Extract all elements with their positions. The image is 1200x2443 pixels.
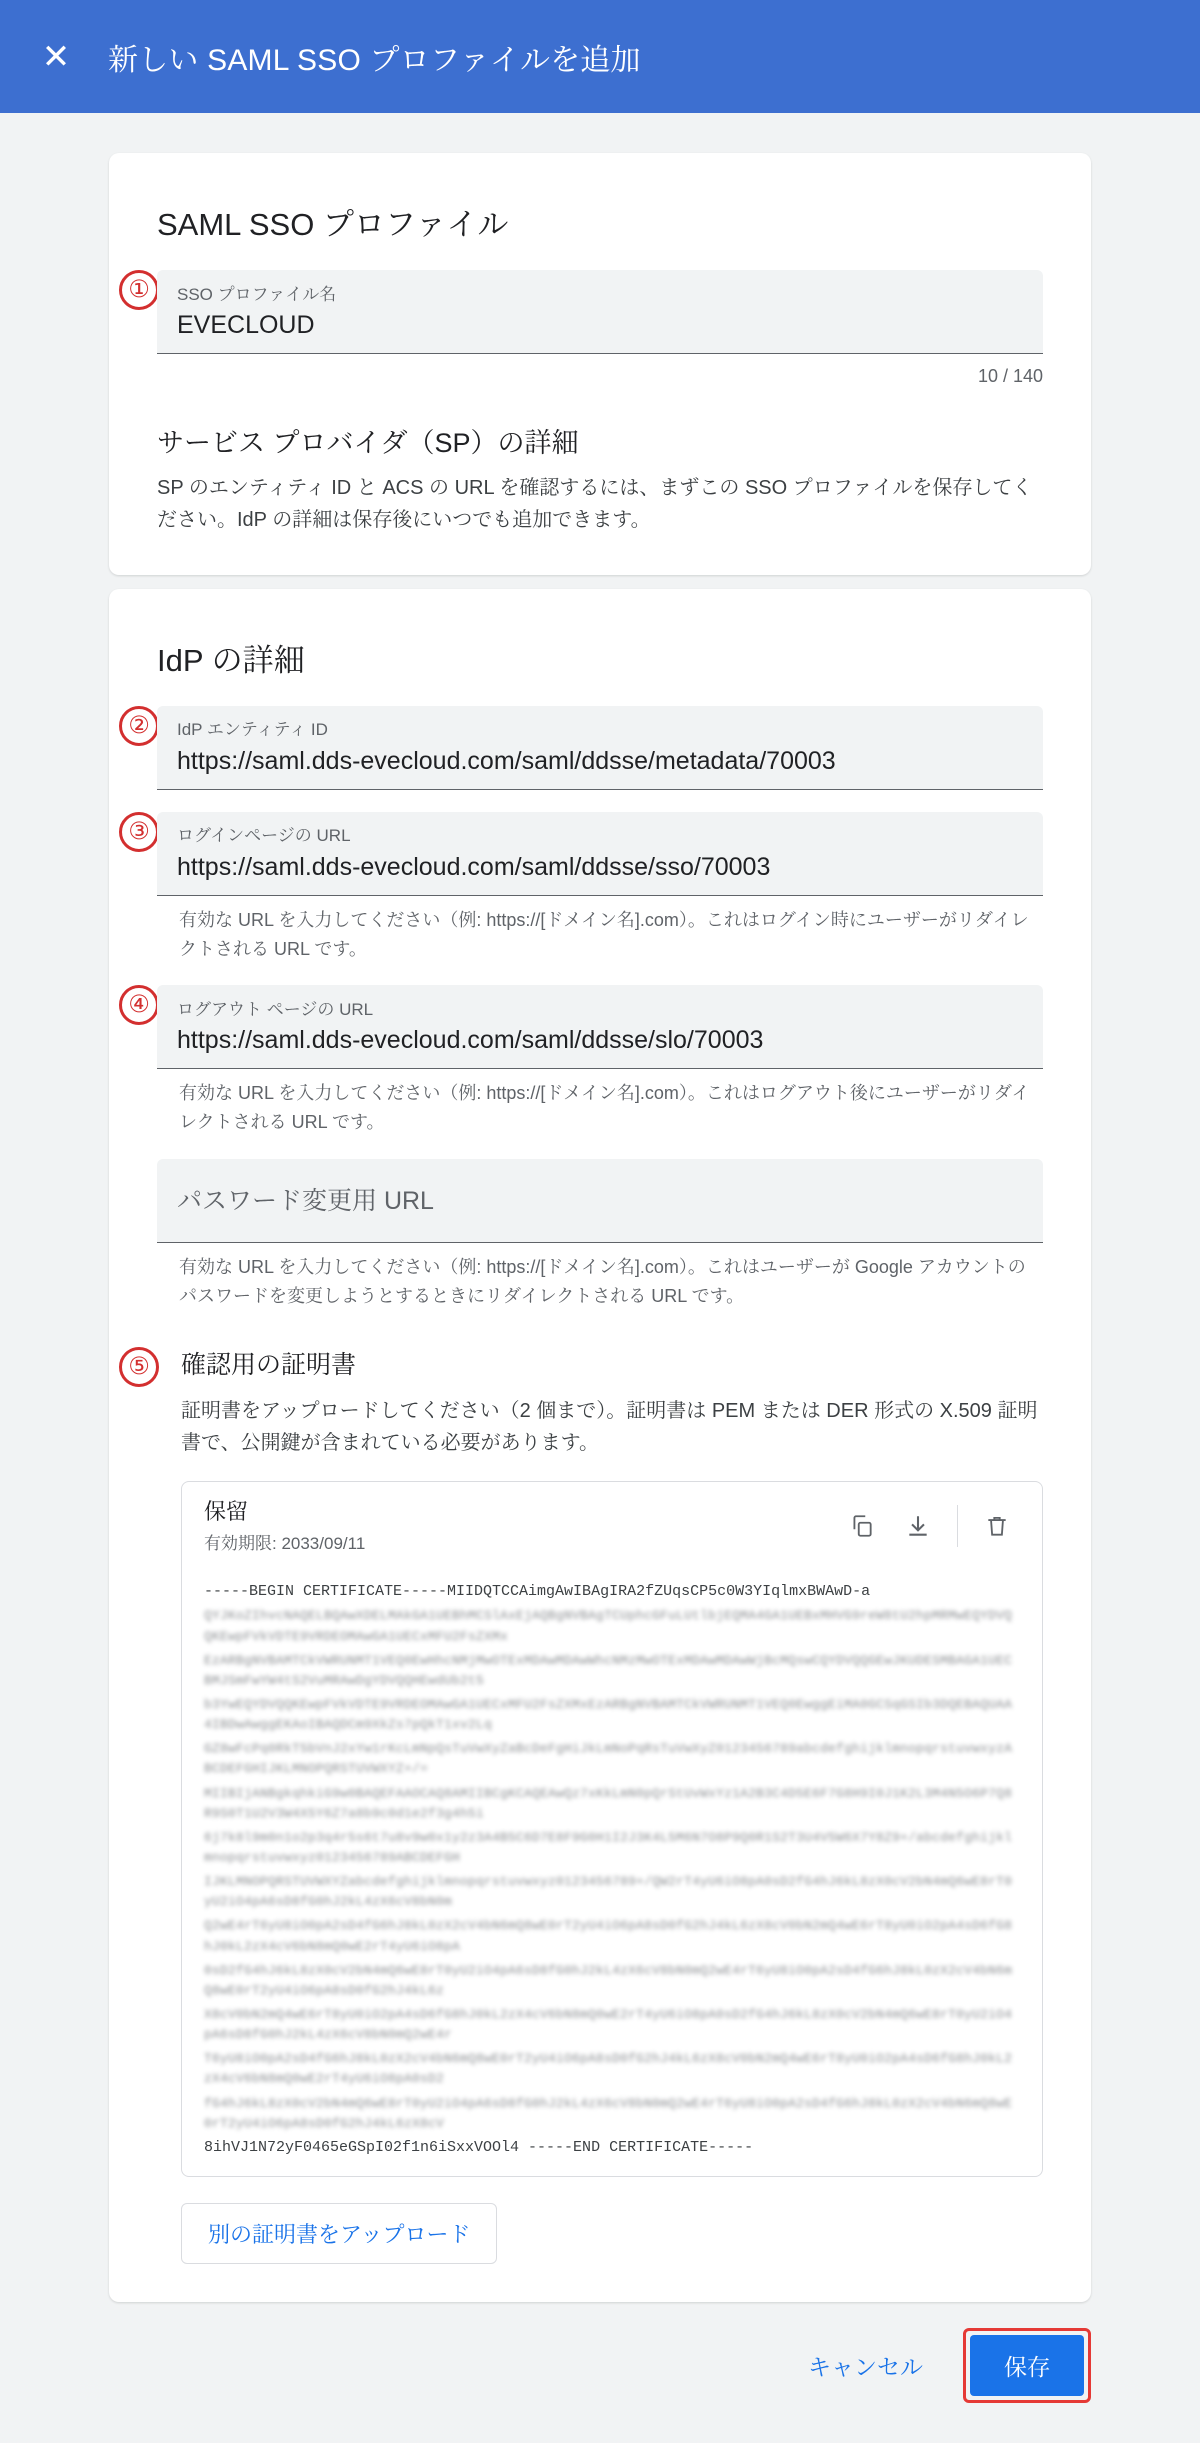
cancel-button[interactable]: キャンセル bbox=[784, 2335, 947, 2396]
certificate-description: 証明書をアップロードしてください（2 個まで）。証明書は PEM または DER 形式の X.509 証明書で、公開鍵が含まれている必要があります。 bbox=[181, 1399, 1038, 1454]
logout-url-input[interactable] bbox=[157, 985, 1043, 1069]
step-badge-5: ⑤ bbox=[119, 1347, 159, 1387]
download-icon[interactable] bbox=[895, 1503, 941, 1549]
step-badge-3: ③ bbox=[119, 812, 159, 852]
saml-profile-card bbox=[109, 153, 1091, 575]
idp-entity-id-label: IdP エンティティ ID bbox=[177, 720, 328, 740]
sp-details-text: SP のエンティティ ID と ACS の URL を確認するには、まずこの SSO プロファイルを保存してください。IdP の詳細は保存後にいつでも追加できます。 bbox=[157, 477, 1033, 532]
login-url-wrap bbox=[128, 812, 1043, 964]
password-url-input[interactable] bbox=[157, 1159, 1043, 1243]
certificate-body-masked-5: 6j7k8l9m0n1o2p3q4r5s6t7u8v9w0x1y2z3A4B5C6D7E8F9G0H1I2J3K4L5M6N7O8P9Q0R1S2T3U4V5W6X7Y8Z9+/abcdefghijklmnopqrstuvwxyz0123456789ABCDEFGH bbox=[204, 1829, 1013, 1865]
certificate-expiry: 有効期限: 2033/09/11 bbox=[204, 1534, 366, 1554]
certificate-body-masked-10: T6yU8iO0pA2sD4fG6hJ8kL0zX2cV4bN6mQ8wE0rT2yU4iO6pA8sD0fG2hJ4kL6zX8cV0bN2mQ4wE6rT8yU0iO2pA4sD6fG8hJ0kL2zX4cV6bN8mQ0wE2rT4yU6iO8pA0sD2 bbox=[204, 2051, 1013, 2087]
idp-details-heading: IdP の詳細 bbox=[157, 642, 305, 678]
trash-icon[interactable] bbox=[974, 1503, 1020, 1549]
login-url-input[interactable] bbox=[157, 812, 1043, 896]
password-url-placeholder: パスワード変更用 URL bbox=[177, 1187, 434, 1216]
certificate-item bbox=[181, 1481, 1043, 2177]
certificate-body-masked-7: Q2wE4rT6yU8iO0pA2sD4fG6hJ8kL0zX2cV4bN6mQ8wE0rT2yU4iO6pA8sD0fG2hJ4kL6zX8cV0bN2mQ4wE6rT8yU0iO2pA4sD6fG8hJ0kL2zX4cV6bN8mQ0wE2rT4yU6iO8pA bbox=[204, 1918, 1013, 1954]
login-url-helper: 有効な URL を入力してください（例: https://[ドメイン名].com）。これはログイン時にユーザーがリダイレクトされる URL です。 bbox=[179, 909, 1029, 959]
idp-entity-id-wrap bbox=[128, 706, 1043, 790]
certificate-item-header bbox=[182, 1482, 1042, 1569]
sso-profile-name-wrap bbox=[128, 270, 1043, 387]
sp-details-heading: サービス プロバイダ（SP）の詳細 bbox=[157, 428, 579, 458]
dialog-header bbox=[0, 0, 1200, 113]
step-badge-2: ② bbox=[119, 706, 159, 746]
certificate-body-start: -----BEGIN CERTIFICATE-----MIIDQTCCAimgAwIBAgIRA2fZUqsCP5c0W3YIqlmxBWAwD-a bbox=[204, 1583, 871, 1601]
certificate-body-masked-9: X8cV0bN2mQ4wE6rT8yU0iO2pA4sD6fG8hJ0kL2zX4cV6bN8mQ0wE2rT4yU6iO8pA0sD2fG4hJ6kL8zX0cV2bN4mQ6wE8rT0yU2iO4pA6sD8fG0hJ2kL4zX6cV8bN0mQ2wE4r bbox=[204, 2006, 1013, 2043]
certificate-body-masked-11: fG4hJ6kL8zX0cV2bN4mQ6wE8rT0yU2iO4pA6sD8fG0hJ2kL4zX6cV8bN0mQ2wE4rT6yU8iO0pA2sD4fG6hJ8kL0zX2cV4bN6mQ8wE0rT2yU4iO6pA8sD0fG2hJ4kL6zX8cV bbox=[204, 2095, 1013, 2131]
page-title: 新しい SAML SSO プロファイルを追加 bbox=[108, 43, 641, 77]
password-url-helper: 有効な URL を入力してください（例: https://[ドメイン名].com）。これはユーザーが Google アカウントのパスワードを変更しようとするときにリダイレクトされる URL です。 bbox=[179, 1256, 1026, 1306]
certificate-body-masked-8: 0sD2fG4hJ6kL8zX0cV2bN4mQ6wE8rT0yU2iO4pA6sD8fG0hJ2kL4zX6cV8bN0mQ2wE4rT6yU8iO0pA2sD4fG6hJ8kL0zX2cV4bN6mQ8wE0rT2yU4iO6pA8sD0fG2hJ4kL6z bbox=[204, 1962, 1013, 1998]
sso-profile-name-counter: 10 / 140 bbox=[977, 366, 1043, 386]
close-icon[interactable]: ✕ bbox=[30, 31, 82, 83]
logout-url-label: ログアウト ページの URL bbox=[177, 1000, 374, 1020]
toolbar-divider bbox=[957, 1505, 958, 1547]
certificate-name: 保留 bbox=[204, 1498, 249, 1524]
logout-url-wrap bbox=[128, 985, 1043, 1137]
step-badge-4: ④ bbox=[119, 985, 159, 1025]
sso-profile-name-label: SSO プロファイル名 bbox=[177, 284, 337, 304]
certificate-body-masked-6: IJKLMNOPQRSTUVWXYZabcdefghijklmnopqrstuvwxyz0123456789+/QW2rT4yU6iO8pA0sD2fG4hJ6kL8zX0cV2bN4mQ6wE8rT0yU2iO4pA6sD8fG0hJ2kL4zX6cV8bN0m bbox=[204, 1874, 1013, 1910]
logout-url-value: https://saml.dds-evecloud.com/saml/ddsse/slo/70003 bbox=[177, 1026, 764, 1055]
copy-icon[interactable] bbox=[839, 1503, 885, 1549]
idp-details-card bbox=[109, 589, 1091, 2302]
idp-entity-id-input[interactable] bbox=[157, 706, 1043, 790]
certificate-body-masked-1: EzARBgNVBAMTCkVWRUNMT1VEQ0EwHhcNMjMwOTExMDAwMDAwWhcNMzMwOTExMDAwMDAwWjBcMQswCQYDVQQGEwJKUDESMBAGA1UECBMJSmFwYW4tS2VuMRAwDgYDVQQHEwdUb2t5 bbox=[204, 1652, 1013, 1688]
login-url-value: https://saml.dds-evecloud.com/saml/ddsse/sso/70003 bbox=[177, 852, 771, 881]
saml-profile-heading: SAML SSO プロファイル bbox=[157, 207, 509, 242]
dialog-footer bbox=[109, 2328, 1091, 2443]
certificate-body-masked-0: QYJKoZIhvcNAQELBQAwXDELMAkGA1UEBhMCSlAxEjAQBgNVBAgTCUphcGFuLUtlbjEQMA4GA1UEBxMHVG9reW8tU2hpMRMwEQYDVQQKEwpFVkVDTE9VRDEOMAwGA1UECxMFU2FsZXMx bbox=[204, 1608, 1013, 1644]
certificate-body-end: 8ihVJ1N72yF0465eGSpI02f1n6iSxxVOOl4 -----END CERTIFICATE----- bbox=[204, 2138, 754, 2156]
step-badge-1: ① bbox=[119, 270, 159, 310]
certificate-body-masked-3: GZ8wFcPq0RkT5bVnJ2xYw1rKcLmNpQsTuVwXyZaBcDeFgHiJkLmNoPqRsTuVwXyZ0123456789abcdefghijklmnopqrstuvwxyzABCDEFGHIJKLMNOPQRSTUVWXYZ+/= bbox=[204, 1741, 1013, 1777]
save-button[interactable]: 保存 bbox=[970, 2335, 1084, 2396]
save-button-highlight bbox=[963, 2328, 1091, 2403]
password-url-wrap bbox=[157, 1159, 1043, 1311]
certificate-item-info bbox=[204, 1498, 829, 1555]
certificate-body-masked-4: MIIBIjANBgkqhkiG9w0BAQEFAAOCAQ8AMIIBCgKCAQEAwQz7xKkLmN0pQrStUvWxYz1A2B3C4D5E6F7G8H9I0J1K2L3M4N5O6P7Q8R9S0T1U2V3W4X5Y6Z7a8b9c0d1e2f3g4h5i bbox=[204, 1785, 1013, 1821]
upload-another-certificate-button[interactable]: 別の証明書をアップロード bbox=[181, 2203, 497, 2264]
certificate-body bbox=[182, 1568, 1042, 2176]
sso-profile-name-value: EVECLOUD bbox=[177, 310, 315, 339]
sso-profile-name-input[interactable] bbox=[157, 270, 1043, 354]
dialog-body bbox=[0, 113, 1200, 2443]
logout-url-helper: 有効な URL を入力してください（例: https://[ドメイン名].com）。これはログアウト後にユーザーがリダイレクトされる URL です。 bbox=[179, 1083, 1030, 1133]
login-url-label: ログインページの URL bbox=[177, 826, 351, 846]
certificate-section bbox=[128, 1345, 1043, 2264]
certificate-body-masked-2: b3YwEQYDVQQKEwpFVkVDTE9VRDEOMAwGA1UECxMFU2FsZXMxEzARBgNVBAMTCkVWRUNMT1VEQ0EwggEiMA0GCSqGSIb3DQEBAQUAA4IBDwAwggEKAoIBAQDCm9XkZs7pQkT1xv2Lq bbox=[204, 1696, 1013, 1733]
certificate-title: 確認用の証明書 bbox=[181, 1350, 357, 1379]
idp-entity-id-value: https://saml.dds-evecloud.com/saml/ddsse/metadata/70003 bbox=[177, 746, 836, 775]
